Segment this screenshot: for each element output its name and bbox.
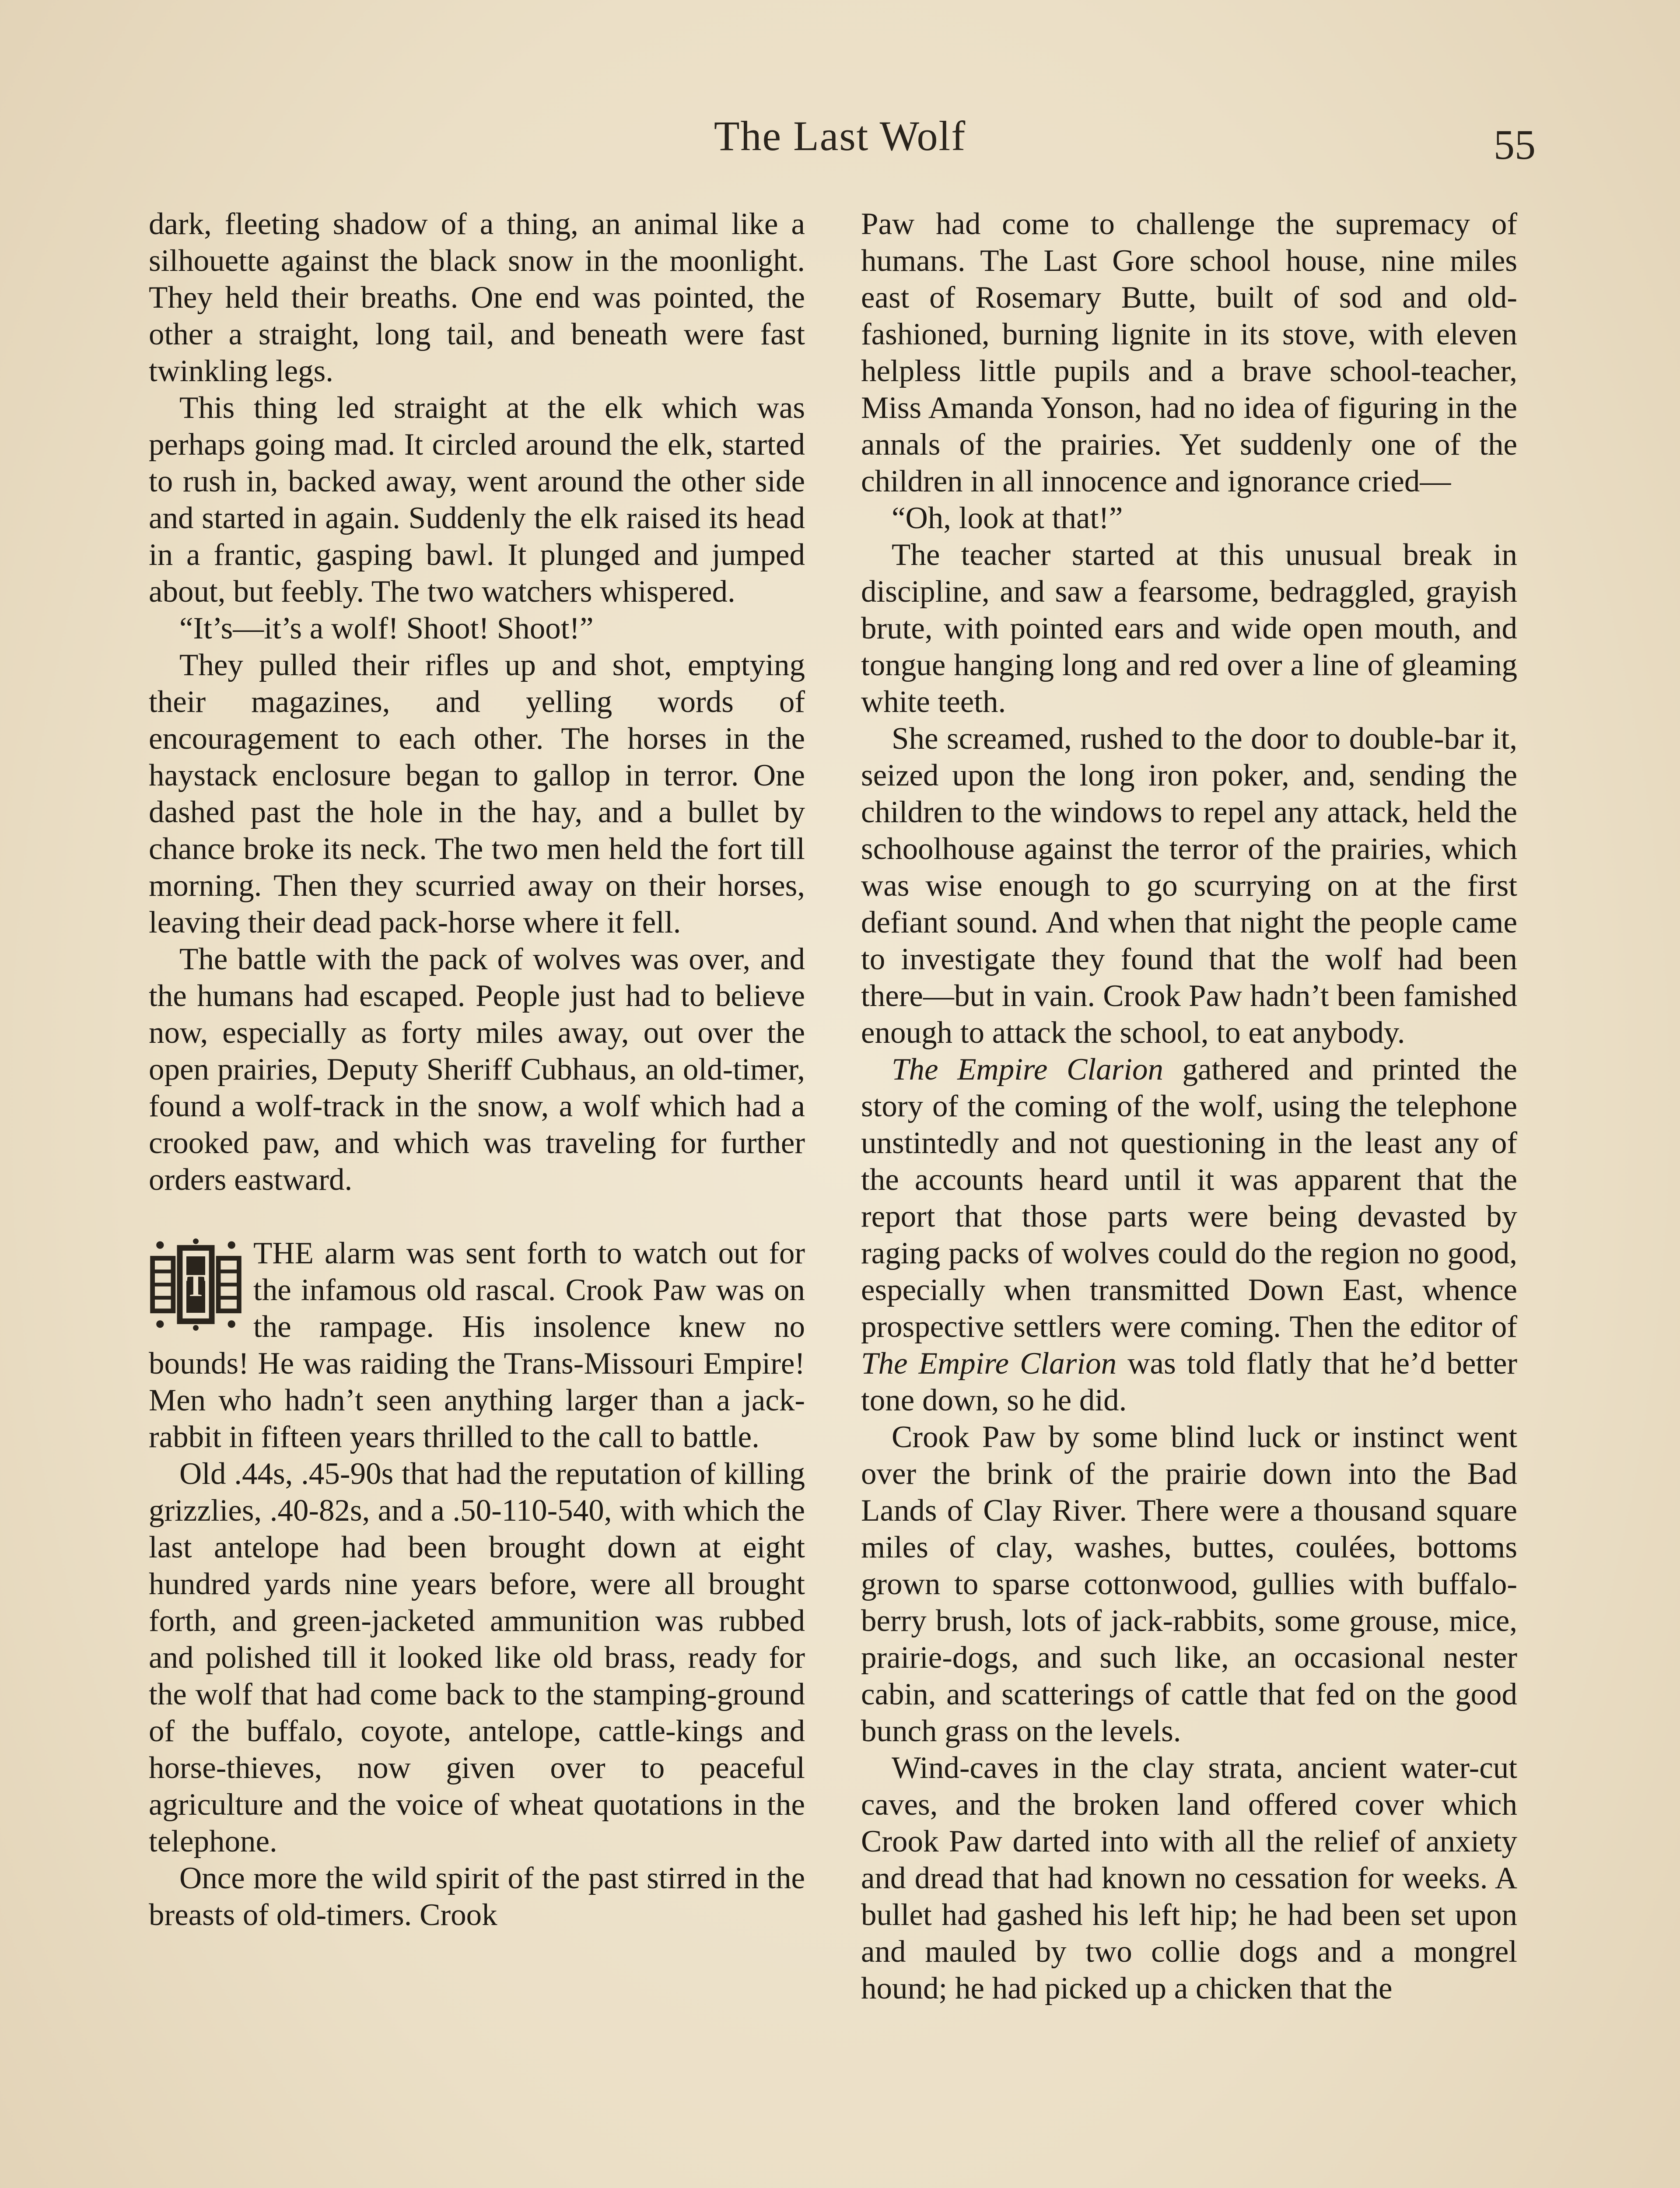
paragraph: The battle with the pack of wolves was over, and the humans had escaped. People just had to believe now, especially as forty miles away, out over the open prairies, Deputy Sheriff Cubhaus, an old-timer, found a wolf-track in the snow, a wolf which had a crooked paw, and which was traveling for further orders eastward. xyxy=(149,942,805,1197)
paragraph: Once more the wild spirit of the past stirred in the breasts of old-timers. Crook xyxy=(149,1861,805,1932)
running-title: The Last Wolf xyxy=(714,112,966,159)
paragraph: Paw had come to challenge the supremacy of humans. The Last Gore school house, nine miles east of Rosemary Butte, built of sod and old-fashioned, burning lignite in its stove, with eleven helpless little pupils and a brave school-teacher, Miss Amanda Yonson, had no idea of figuring in the annals of the prairies. Yet suddenly one of the children in all innocence and ignorance cried— xyxy=(861,207,1517,498)
paragraph-text: THE alarm was sent forth to watch out for the infamous old rascal. Crook Paw was on the rampage. His insolence knew no bounds! He was raiding the Trans-Missouri Empire! Men who hadn’t seen anything larger than a jack-rabbit in fifteen years thrilled to the call to battle. xyxy=(149,1236,805,1454)
paragraph: Crook Paw by some blind luck or instinct went over the brink of the prairie down into the Bad Lands of Clay River. There were a thousand square miles of clay, washes, buttes, coulées, bottoms grown to sparse cottonwood, gullies with buffalo-berry brush, lots of jack-rabbits, some grouse, mice, prairie-dogs, and such like, an occasional nester cabin, and scatterings of cattle that fed on the good bunch grass on the levels. xyxy=(861,1420,1517,1748)
svg-text:T: T xyxy=(185,1267,206,1303)
paragraph-text: was told flatly that he’d better tone down, so he did. xyxy=(861,1346,1517,1417)
paragraph: She screamed, rushed to the door to double-bar it, seized upon the long iron poker, and, sending the children to the windows to repel any attack, held the schoolhouse against the terror of the prairies, which was wise enough to go scurrying on at the first defiant sound. And when that night the people came to investigate they found that the wolf had been there—but in vain. Crook Paw hadn’t been famished enough to attack the school, to eat anybody. xyxy=(861,722,1517,1050)
paragraph: Old .44s, .45-90s that had the reputation of killing grizzlies, .40-82s, and a .50-110-540, with which the last antelope had been brought down at eight hundred yards nine years before, were all brought forth, and green-jacketed ammunition was rubbed and polished till it looked like old brass, ready for the wolf that had come back to the stamping-ground of the buffalo, coyote, antelope, cattle-kings and horse-thieves, now given over to peaceful agriculture and the voice of wheat quotations in the telephone. xyxy=(149,1457,805,1858)
section-break xyxy=(149,1198,805,1235)
paragraph: They pulled their rifles up and shot, emptying their magazines, and yelling words of encouragement to each other. The horses in the haystack enclosure began to gallop in terror. One dashed past the hole in the hay, and a bullet by chance broke its neck. The two men held the fort till morning. Then they scurried away on their horses, leaving their dead pack-horse where it fell. xyxy=(149,648,805,940)
paragraph xyxy=(861,1051,1517,1419)
paragraph: “It’s—it’s a wolf! Shoot! Shoot!” xyxy=(179,611,594,645)
paragraph: The teacher started at this unusual break in discipline, and saw a fearsome, bedraggled, grayish brute, with pointed ears and wide open mouth, and tongue hanging long and red over a line of gleaming white teeth. xyxy=(861,538,1517,719)
ornamental-initial-icon xyxy=(149,1238,243,1332)
paragraph-with-initial xyxy=(149,1235,805,1455)
paragraph: This thing led straight at the elk which was perhaps going mad. It circled around the elk, started to rush in, backed away, went around the other side and started in again. Suddenly the elk raised its head in a frantic, gasping bawl. It plunged and jumped about, but feebly. The two watchers whispered. xyxy=(149,391,805,609)
paragraph: dark, fleeting shadow of a thing, an animal like a silhouette against the black snow in the moonlight. They held their breaths. One end was pointed, the other a straight, long tail, and beneath were fast twinkling legs. xyxy=(149,207,805,388)
publication-title: The Empire Clarion xyxy=(861,1346,1117,1381)
paragraph-text: gathered and printed the story of the coming of the wolf, using the telephone unstintedly and not questioning in the least any of the accounts heard until it was apparent that the report that those parts were being devasted by raging packs of wolves could do the region no good, especially when transmitted Down East, whence prospective settlers were coming. Then the editor of xyxy=(861,1052,1517,1344)
publication-title: The Empire Clarion xyxy=(892,1052,1163,1087)
right-column xyxy=(861,206,1517,2007)
paragraph: Wind-caves in the clay strata, ancient water-cut caves, and the broken land offered cover which Crook Paw darted into with all the relief of anxiety and dread that had known no cessation for weeks. A bullet had gashed his left hip; he had been set upon and mauled by two collie dogs and a mongrel hound; he had picked up a chicken that the xyxy=(861,1751,1517,2006)
left-column xyxy=(149,206,805,1933)
page-number: 55 xyxy=(1494,121,1536,168)
paragraph: “Oh, look at that!” xyxy=(892,501,1123,535)
